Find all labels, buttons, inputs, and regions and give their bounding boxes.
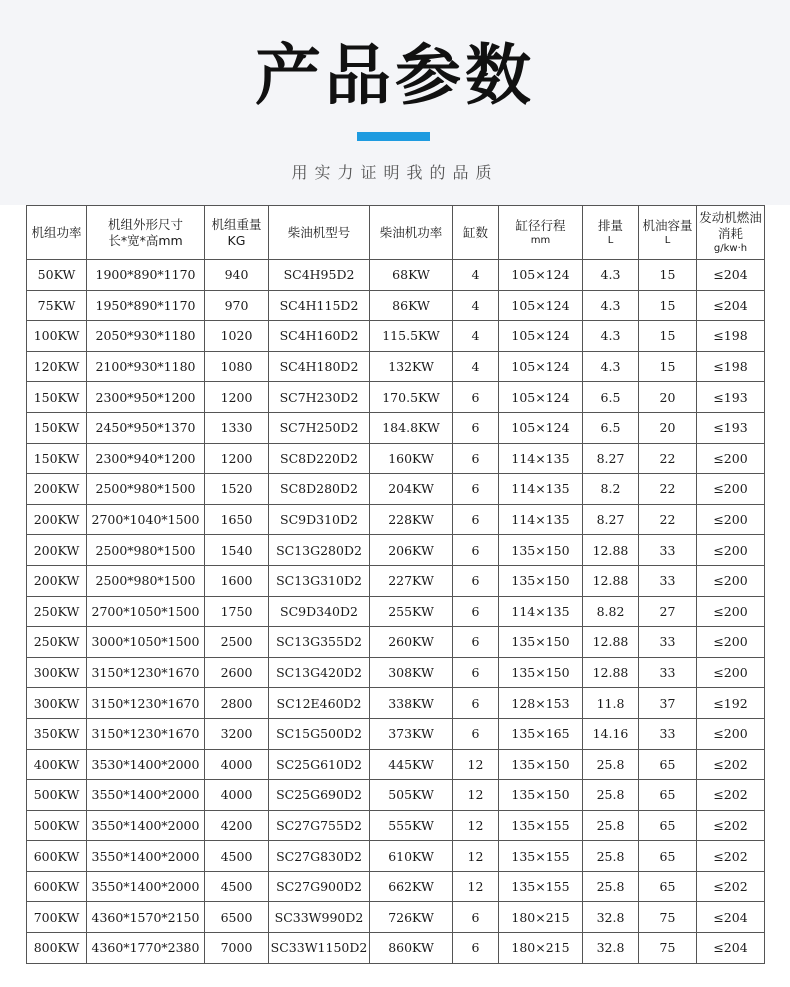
table-cell: 2300*950*1200 (87, 382, 205, 413)
table-cell: 135×155 (499, 841, 583, 872)
table-cell: 15 (639, 321, 697, 352)
table-cell: 6 (453, 688, 499, 719)
table-cell: 350KW (27, 718, 87, 749)
table-cell: 227KW (370, 565, 453, 596)
table-cell: 4 (453, 260, 499, 291)
table-cell: 255KW (370, 596, 453, 627)
table-cell: 150KW (27, 443, 87, 474)
table-cell: 610KW (370, 841, 453, 872)
table-cell: 6 (453, 627, 499, 658)
table-cell: 114×135 (499, 474, 583, 505)
table-cell: SC27G830D2 (269, 841, 370, 872)
table-cell: 105×124 (499, 412, 583, 443)
table-cell: 65 (639, 780, 697, 811)
table-cell: SC13G280D2 (269, 535, 370, 566)
table-cell: 135×155 (499, 810, 583, 841)
table-cell: SC4H180D2 (269, 351, 370, 382)
table-cell: 184.8KW (370, 412, 453, 443)
table-cell: 105×124 (499, 260, 583, 291)
table-cell: 250KW (27, 627, 87, 658)
table-row (27, 321, 765, 352)
table-row (27, 657, 765, 688)
table-cell: ≤200 (697, 657, 765, 688)
table-cell: 160KW (370, 443, 453, 474)
table-cell: 200KW (27, 535, 87, 566)
table-cell: SC4H160D2 (269, 321, 370, 352)
table-cell: 105×124 (499, 290, 583, 321)
table-row (27, 718, 765, 749)
table-cell: 25.8 (583, 780, 639, 811)
table-cell: 12 (453, 841, 499, 872)
table-cell: ≤204 (697, 290, 765, 321)
table-cell: 33 (639, 535, 697, 566)
table-cell: SC12E460D2 (269, 688, 370, 719)
table-cell: 505KW (370, 780, 453, 811)
table-cell: ≤200 (697, 627, 765, 658)
table-cell: 3150*1230*1670 (87, 688, 205, 719)
table-cell: 4.3 (583, 260, 639, 291)
page-header (0, 0, 790, 205)
table-cell: 135×165 (499, 718, 583, 749)
table-cell: SC9D310D2 (269, 504, 370, 535)
table-cell: 4.3 (583, 351, 639, 382)
table-cell: 1020 (205, 321, 269, 352)
table-row (27, 596, 765, 627)
table-cell: SC27G900D2 (269, 871, 370, 902)
table-cell: 100KW (27, 321, 87, 352)
header-cell: 柴油机型号 (269, 206, 370, 260)
table-cell: SC4H95D2 (269, 260, 370, 291)
table-row (27, 933, 765, 964)
table-cell: 8.27 (583, 504, 639, 535)
table-cell: 150KW (27, 412, 87, 443)
table-cell: 105×124 (499, 351, 583, 382)
table-cell: 4.3 (583, 290, 639, 321)
table-cell: 65 (639, 749, 697, 780)
table-cell: 3530*1400*2000 (87, 749, 205, 780)
table-row (27, 260, 765, 291)
table-row (27, 290, 765, 321)
table-cell: 114×135 (499, 443, 583, 474)
table-cell: 135×150 (499, 749, 583, 780)
table-cell: 6 (453, 718, 499, 749)
table-cell: 445KW (370, 749, 453, 780)
table-cell: 206KW (370, 535, 453, 566)
table-cell: SC15G500D2 (269, 718, 370, 749)
table-cell: 250KW (27, 596, 87, 627)
table-cell: 3200 (205, 718, 269, 749)
table-cell: ≤193 (697, 412, 765, 443)
table-cell: 200KW (27, 474, 87, 505)
table-cell: ≤200 (697, 718, 765, 749)
table-cell: 2800 (205, 688, 269, 719)
table-cell: 33 (639, 718, 697, 749)
table-cell: 6 (453, 902, 499, 933)
table-row (27, 443, 765, 474)
table-cell: 120KW (27, 351, 87, 382)
table-cell: 105×124 (499, 382, 583, 413)
table-cell: 3550*1400*2000 (87, 841, 205, 872)
table-cell: 2500*980*1500 (87, 535, 205, 566)
table-cell: 32.8 (583, 933, 639, 964)
table-cell: 50KW (27, 260, 87, 291)
table-cell: 132KW (370, 351, 453, 382)
table-cell: 1080 (205, 351, 269, 382)
table-cell: 180×215 (499, 902, 583, 933)
table-cell: 3000*1050*1500 (87, 627, 205, 658)
table-cell: 114×135 (499, 596, 583, 627)
table-row (27, 902, 765, 933)
table-cell: 1600 (205, 565, 269, 596)
table-cell: 135×150 (499, 535, 583, 566)
table-cell: 12 (453, 780, 499, 811)
header-cell: 机油容量 L (639, 206, 697, 260)
table-cell: 4.3 (583, 321, 639, 352)
table-cell: 128×153 (499, 688, 583, 719)
table-cell: 555KW (370, 810, 453, 841)
table-row (27, 565, 765, 596)
table-cell: 33 (639, 565, 697, 596)
table-cell: ≤193 (697, 382, 765, 413)
table-cell: 25.8 (583, 749, 639, 780)
table-cell: ≤200 (697, 504, 765, 535)
table-cell: 2100*930*1180 (87, 351, 205, 382)
table-cell: 22 (639, 504, 697, 535)
table-cell: SC13G420D2 (269, 657, 370, 688)
table-cell: ≤200 (697, 474, 765, 505)
table-cell: SC4H115D2 (269, 290, 370, 321)
table-cell: 2500*980*1500 (87, 565, 205, 596)
table-cell: 135×150 (499, 657, 583, 688)
table-row (27, 382, 765, 413)
table-cell: ≤202 (697, 780, 765, 811)
table-cell: 4360*1770*2380 (87, 933, 205, 964)
table-cell: ≤198 (697, 351, 765, 382)
table-cell: 1520 (205, 474, 269, 505)
table-cell: 6.5 (583, 412, 639, 443)
header-cell: 排量 L (583, 206, 639, 260)
table-cell: 135×150 (499, 565, 583, 596)
table-row (27, 412, 765, 443)
table-cell: 2600 (205, 657, 269, 688)
table-cell: 33 (639, 657, 697, 688)
table-cell: 68KW (370, 260, 453, 291)
table-cell: 1900*890*1170 (87, 260, 205, 291)
table-cell: 150KW (27, 382, 87, 413)
table-cell: 600KW (27, 871, 87, 902)
table-cell: 3150*1230*1670 (87, 657, 205, 688)
table-cell: SC25G690D2 (269, 780, 370, 811)
table-cell: 8.27 (583, 443, 639, 474)
table-cell: 6 (453, 412, 499, 443)
header-cell: 机组功率 (27, 206, 87, 260)
table-cell: 373KW (370, 718, 453, 749)
table-cell: 2450*950*1370 (87, 412, 205, 443)
table-cell: 204KW (370, 474, 453, 505)
table-cell: SC7H250D2 (269, 412, 370, 443)
table-cell: 6 (453, 596, 499, 627)
table-cell: 1200 (205, 382, 269, 413)
table-cell: 7000 (205, 933, 269, 964)
table-cell: 6 (453, 474, 499, 505)
table-cell: 135×150 (499, 627, 583, 658)
table-cell: SC8D220D2 (269, 443, 370, 474)
table-cell: 75KW (27, 290, 87, 321)
table-cell: 260KW (370, 627, 453, 658)
table-cell: 1950*890*1170 (87, 290, 205, 321)
spec-table-body (27, 260, 765, 964)
table-cell: 75 (639, 933, 697, 964)
table-cell: 20 (639, 412, 697, 443)
table-cell: 500KW (27, 810, 87, 841)
table-cell: SC8D280D2 (269, 474, 370, 505)
table-cell: 32.8 (583, 902, 639, 933)
table-cell: SC13G310D2 (269, 565, 370, 596)
table-cell: 4 (453, 290, 499, 321)
table-cell: 600KW (27, 841, 87, 872)
table-cell: 27 (639, 596, 697, 627)
table-cell: 3550*1400*2000 (87, 871, 205, 902)
table-cell: 25.8 (583, 871, 639, 902)
table-cell: 3550*1400*2000 (87, 780, 205, 811)
table-cell: 700KW (27, 902, 87, 933)
table-cell: 15 (639, 351, 697, 382)
table-cell: 4 (453, 321, 499, 352)
table-cell: ≤192 (697, 688, 765, 719)
table-cell: 135×150 (499, 780, 583, 811)
table-cell: 33 (639, 627, 697, 658)
table-cell: 1330 (205, 412, 269, 443)
table-cell: 400KW (27, 749, 87, 780)
table-cell: 2300*940*1200 (87, 443, 205, 474)
table-cell: 2700*1040*1500 (87, 504, 205, 535)
table-cell: 6500 (205, 902, 269, 933)
table-cell: 6 (453, 535, 499, 566)
table-cell: 11.8 (583, 688, 639, 719)
table-cell: ≤202 (697, 871, 765, 902)
table-cell: 86KW (370, 290, 453, 321)
table-cell: 4000 (205, 780, 269, 811)
table-cell: 6 (453, 565, 499, 596)
table-cell: 2700*1050*1500 (87, 596, 205, 627)
table-cell: 970 (205, 290, 269, 321)
spec-table (26, 205, 765, 964)
table-cell: ≤198 (697, 321, 765, 352)
table-cell: 12 (453, 871, 499, 902)
table-cell: 2500*980*1500 (87, 474, 205, 505)
table-cell: 12 (453, 810, 499, 841)
table-cell: 22 (639, 474, 697, 505)
table-cell: 25.8 (583, 841, 639, 872)
table-cell: 170.5KW (370, 382, 453, 413)
table-cell: ≤200 (697, 535, 765, 566)
table-cell: 105×124 (499, 321, 583, 352)
table-cell: 65 (639, 871, 697, 902)
table-cell: ≤204 (697, 260, 765, 291)
table-cell: 3150*1230*1670 (87, 718, 205, 749)
table-cell: 860KW (370, 933, 453, 964)
table-cell: 300KW (27, 657, 87, 688)
table-cell: ≤200 (697, 565, 765, 596)
table-cell: 4360*1570*2150 (87, 902, 205, 933)
table-cell: 2050*930*1180 (87, 321, 205, 352)
table-cell: 500KW (27, 780, 87, 811)
table-cell: 8.2 (583, 474, 639, 505)
table-cell: SC13G355D2 (269, 627, 370, 658)
table-cell: ≤204 (697, 933, 765, 964)
table-cell: 12.88 (583, 627, 639, 658)
table-cell: 115.5KW (370, 321, 453, 352)
table-cell: 135×155 (499, 871, 583, 902)
table-cell: 726KW (370, 902, 453, 933)
table-cell: 1200 (205, 443, 269, 474)
table-row (27, 351, 765, 382)
table-cell: 20 (639, 382, 697, 413)
table-cell: 22 (639, 443, 697, 474)
table-cell: 15 (639, 290, 697, 321)
table-cell: 800KW (27, 933, 87, 964)
table-row (27, 535, 765, 566)
header-cell: 柴油机功率 (370, 206, 453, 260)
table-cell: 2500 (205, 627, 269, 658)
table-cell: 1650 (205, 504, 269, 535)
table-cell: 338KW (370, 688, 453, 719)
table-cell: ≤200 (697, 443, 765, 474)
table-row (27, 780, 765, 811)
table-cell: 14.16 (583, 718, 639, 749)
page-subtitle: 用实力证明我的品质 (291, 163, 499, 182)
table-cell: 37 (639, 688, 697, 719)
header-cell: 机组外形尺寸 长*宽*高mm (87, 206, 205, 260)
table-row (27, 841, 765, 872)
table-cell: 75 (639, 902, 697, 933)
table-cell: 300KW (27, 688, 87, 719)
table-cell: ≤202 (697, 841, 765, 872)
table-cell: 15 (639, 260, 697, 291)
header-cell: 缸径行程 mm (499, 206, 583, 260)
table-cell: 4200 (205, 810, 269, 841)
table-cell: 12.88 (583, 565, 639, 596)
table-row (27, 871, 765, 902)
table-cell: SC27G755D2 (269, 810, 370, 841)
table-cell: 6.5 (583, 382, 639, 413)
table-cell: 6 (453, 443, 499, 474)
table-cell: 4500 (205, 871, 269, 902)
table-cell: 12.88 (583, 657, 639, 688)
table-cell: 940 (205, 260, 269, 291)
title-accent-bar (357, 132, 430, 141)
table-cell: 662KW (370, 871, 453, 902)
table-cell: 4500 (205, 841, 269, 872)
table-cell: 4000 (205, 749, 269, 780)
table-cell: SC7H230D2 (269, 382, 370, 413)
table-cell: 6 (453, 382, 499, 413)
table-cell: 6 (453, 933, 499, 964)
table-cell: 1750 (205, 596, 269, 627)
header-cell: 缸数 (453, 206, 499, 260)
table-cell: 12.88 (583, 535, 639, 566)
table-cell: 200KW (27, 565, 87, 596)
table-cell: SC33W990D2 (269, 902, 370, 933)
table-cell: 8.82 (583, 596, 639, 627)
table-cell: 3550*1400*2000 (87, 810, 205, 841)
table-cell: 1540 (205, 535, 269, 566)
table-cell: 25.8 (583, 810, 639, 841)
table-cell: 6 (453, 504, 499, 535)
table-row (27, 474, 765, 505)
table-cell: ≤204 (697, 902, 765, 933)
table-cell: SC9D340D2 (269, 596, 370, 627)
table-cell: SC33W1150D2 (269, 933, 370, 964)
table-cell: 6 (453, 657, 499, 688)
table-cell: ≤200 (697, 596, 765, 627)
table-cell: 180×215 (499, 933, 583, 964)
table-row (27, 810, 765, 841)
table-header-row (27, 206, 765, 260)
table-row (27, 504, 765, 535)
table-row (27, 749, 765, 780)
table-cell: 228KW (370, 504, 453, 535)
table-cell: 200KW (27, 504, 87, 535)
table-cell: SC25G610D2 (269, 749, 370, 780)
table-cell: 12 (453, 749, 499, 780)
table-cell: ≤202 (697, 810, 765, 841)
table-row (27, 688, 765, 719)
table-cell: 308KW (370, 657, 453, 688)
table-cell: 65 (639, 810, 697, 841)
table-cell: 4 (453, 351, 499, 382)
table-cell: 65 (639, 841, 697, 872)
header-cell: 发动机燃油消耗 g/kw·h (697, 206, 765, 260)
header-cell: 机组重量 KG (205, 206, 269, 260)
table-cell: 114×135 (499, 504, 583, 535)
table-row (27, 627, 765, 658)
table-cell: ≤202 (697, 749, 765, 780)
page-title: 产品参数 (255, 37, 535, 114)
